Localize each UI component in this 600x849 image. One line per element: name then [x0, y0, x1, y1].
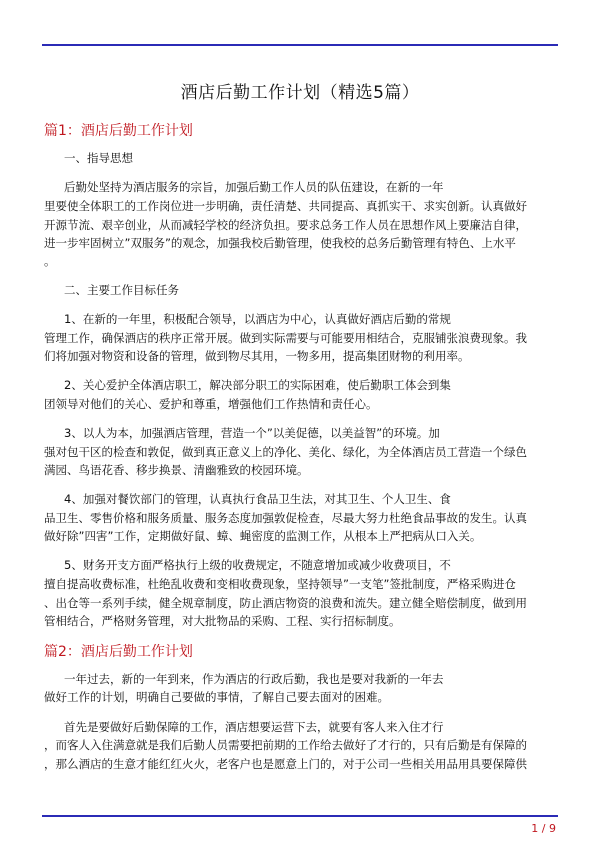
page-number: 1 / 9	[531, 822, 556, 835]
paragraph-line: 4、加强对餐饮部门的管理，认真执行食品卫生法，对其卫生、个人卫生、食	[64, 492, 451, 506]
paragraph-line: 后勤处坚持为酒店服务的宗旨，加强后勤工作人员的队伍建设，在新的一年	[64, 180, 444, 194]
paragraph-line: ，而客人入住满意就是我们后勤人员需要把前期的工作给去做好了才行的，只有后勤是有保障的	[44, 738, 527, 752]
section-2-title: 篇2：酒店后勤工作计划	[44, 644, 193, 660]
paragraph-line: 团领导对他们的关心、爱护和尊重，增强他们工作热情和责任心。	[44, 397, 378, 411]
paragraph-line: 1、在新的一年里，积极配合领导，以酒店为中心，认真做好酒店后勤的常规	[64, 312, 451, 326]
paragraph-line: 管理工作，确保酒店的秩序正常开展。做到实际需要与可能要用相结合，克服铺张浪费现象。我	[44, 331, 527, 345]
paragraph-line: 进一步牢固树立”双服务”的观念，加强我校后勤管理，使我校的总务后勤管理有特色、上水平	[44, 236, 516, 250]
paragraph-line: 。	[44, 254, 56, 268]
paragraph-line: 做好除”四害”工作，定期做好鼠、蟑、蝇密度的监测工作，从根本上严把病从口入关。	[44, 529, 482, 543]
section-1-heading-1: 一、指导思想	[64, 151, 133, 165]
paragraph-line: 3、以人为本，加强酒店管理，营造一个”以美促德，以美益智”的环境。加	[64, 426, 440, 440]
paragraph-line: 、出仓等一系列手续，健全规章制度，防止酒店物资的浪费和流失。建立健全赔偿制度，做到用	[44, 596, 527, 610]
paragraph-line: 满园、鸟语花香、移步换景、清幽雅致的校园环境。	[44, 463, 309, 477]
paragraph-line: 5、财务开支方面严格执行上级的收费规定，不随意增加或减少收费项目，不	[64, 558, 451, 572]
paragraph-line: 品卫生、零售价格和服务质量、服务态度加强敦促检查，尽最大努力杜绝食品事故的发生。认真	[44, 511, 527, 525]
section-1-title: 篇1：酒店后勤工作计划	[44, 123, 193, 139]
paragraph-line: 首先是要做好后勤保障的工作，酒店想要运营下去，就要有客人来入住才行	[64, 720, 444, 734]
paragraph-line: 做好工作的计划，明确自己要做的事情，了解自己要去面对的困难。	[44, 690, 389, 704]
paragraph-line: 一年过去，新的一年到来，作为酒店的行政后勤，我也是要对我新的一年去	[64, 672, 444, 686]
paragraph-line: 2、关心爱护全体酒店职工，解决部分职工的实际困难，使后勤职工体会到集	[64, 378, 451, 392]
paragraph-line: 里要使全体职工的工作岗位进一步明确，责任清楚、共同提高、真抓实干、求实创新。认真做好	[44, 199, 527, 213]
document-title: 酒店后勤工作计划（精选5篇）	[180, 83, 420, 103]
paragraph-line: 管相结合，严格财务管理，对大批物品的采购、工程、实行招标制度。	[44, 614, 401, 628]
paragraph-line: 们将加强对物资和设备的管理，做到物尽其用，一物多用，提高集团财物的利用率。	[44, 349, 470, 363]
paragraph-line: 擅自提高收费标准，杜绝乱收费和变相收费现象，坚持领导”一支笔”签批制度，严格采购进仓	[44, 577, 516, 591]
paragraph-line: ，那么酒店的生意才能红红火火，老客户也是愿意上门的，对于公司一些相关用品用具要保障供	[44, 757, 527, 771]
paragraph-line: 开源节流、艰辛创业，从而减轻学校的经济负担。要求总务工作人员在思想作风上要廉洁自律，	[44, 218, 527, 232]
paragraph-line: 强对包干区的检查和敦促，做到真正意义上的净化、美化、绿化，为全体酒店员工营造一个绿色	[44, 445, 527, 459]
footer-rule	[42, 815, 558, 817]
section-1-heading-2: 二、主要工作目标任务	[64, 283, 179, 297]
header-rule	[42, 44, 558, 46]
